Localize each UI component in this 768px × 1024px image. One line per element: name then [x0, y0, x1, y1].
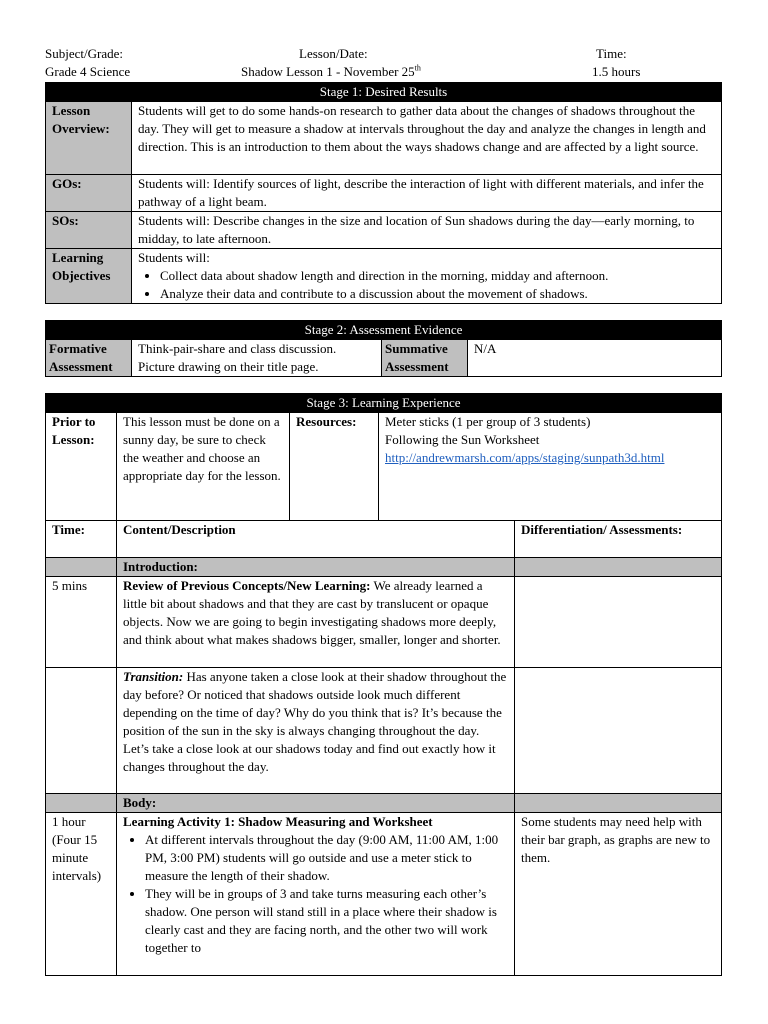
learning-objective-item: • Analyze their data and contribute to a discussion about the movement of shadows. [160, 285, 715, 303]
transition-text: Has anyone taken a close look at their shadow throughout the day before? Or noticed that shadows outside look much different depending on the time of day? Why do you think that is? It’s because the position of the sun in the sky is always changing throughout the day. Let’s take a close look at our shadows today and find out exactly how it changes throughout the day. [123, 669, 507, 774]
stage3-title: Stage 3: Learning Experience [46, 394, 722, 413]
gos-text: Students will: Identify sources of light, describe the interaction of light with different materials, and infer the pathway of a light beam. [132, 175, 722, 212]
lesson-overview-text: Students will get to do some hands-on research to gather data about the changes of shadows throughout the day. They will get to measure a shadow at intervals throughout the day and analyze the changes in length and direction. This is an introduction to them about the ways shadows change and are affected by a light source. [132, 102, 722, 175]
introduction-time-cell [46, 558, 117, 577]
lesson-overview-label: Lesson Overview: [46, 102, 132, 175]
formative-label: Formative Assessment [46, 340, 132, 377]
learning-objectives-list [138, 267, 715, 303]
lesson-date-text: Shadow Lesson 1 - November 25 [241, 64, 415, 79]
activity-item: • At different intervals throughout the day (9:00 AM, 11:00 AM, 1:00 PM, 3:00 PM) students will go outside and use a meter stick to measure the length of their shadow. [145, 831, 508, 885]
learning-objective-item: • Collect data about shadow length and direction in the morning, midday and afternoon. [160, 267, 715, 285]
body-time-cell [46, 794, 117, 813]
time-label: Time: [596, 46, 627, 61]
transition-title: Transition: [123, 669, 184, 684]
review-diff-cell [515, 577, 722, 668]
prior-to-lesson-text: This lesson must be done on a sunny day, be sure to check the weather and choose an appropriate day for the lesson. [117, 413, 290, 521]
transition-cell [117, 668, 515, 794]
differentiation-column-header: Differentiation/ Assessments: [515, 521, 722, 558]
body-diff: Some students may need help with their bar graph, as graphs are new to them. [515, 813, 722, 976]
resource-item: Meter sticks (1 per group of 3 students) [385, 414, 591, 429]
lesson-date-label: Lesson/Date: [299, 46, 368, 61]
activity-title: Learning Activity 1: Shadow Measuring and Worksheet [123, 814, 433, 829]
gos-label: GOs: [46, 175, 132, 212]
learning-objectives-label: Learning Objectives [46, 249, 132, 304]
resources-cell [379, 413, 722, 521]
sos-text: Students will: Describe changes in the size and location of Sun shadows during the day—early morning, to midday, to late afternoon. [132, 212, 722, 249]
review-cell [117, 577, 515, 668]
sos-label: SOs: [46, 212, 132, 249]
introduction-label: Introduction: [117, 558, 515, 577]
time-value: 1.5 hours [592, 64, 641, 79]
body-label: Body: [117, 794, 515, 813]
subject-label: Subject/Grade: [45, 46, 123, 61]
stage1-title: Stage 1: Desired Results [46, 83, 722, 102]
review-title: Review of Previous Concepts/New Learning: [123, 578, 371, 593]
subject-value: Grade 4 Science [45, 64, 131, 79]
learning-objectives-intro: Students will: [138, 250, 210, 265]
formative-line: Picture drawing on their title page. [138, 359, 319, 374]
sunpath-link[interactable]: http://andrewmarsh.com/apps/staging/sunpath3d.html [385, 450, 665, 465]
stage3-table [45, 393, 722, 976]
body-diff-header-cell [515, 794, 722, 813]
transition-diff-cell [515, 668, 722, 794]
transition-time-cell [46, 668, 117, 794]
lesson-header [45, 45, 721, 81]
formative-line: Think-pair-share and class discussion. [138, 341, 337, 356]
summative-value: N/A [468, 340, 722, 377]
activity-item: • They will be in groups of 3 and take turns measuring each other’s shadow. One person will stand still in a place where their shadow is clearly cast and they are facing north, and the other two will work together to [145, 885, 508, 957]
intro-time: 5 mins [46, 577, 117, 668]
resource-item: Following the Sun Worksheet [385, 432, 540, 447]
prior-to-lesson-label: Prior to Lesson: [46, 413, 117, 521]
time-column-header: Time: [46, 521, 117, 558]
body-time: 1 hour (Four 15 minute intervals) [46, 813, 117, 976]
resources-label: Resources: [290, 413, 379, 521]
review-text: We already learned a little bit about shadows and that they are cast by translucent or opaque objects. Now we are going to begin investigating shadows more deeply, and think about what makes shadows bigger, smaller, longer and shorter. [123, 578, 501, 647]
lesson-date-value [241, 63, 421, 81]
formative-cell [132, 340, 382, 377]
stage2-title: Stage 2: Assessment Evidence [46, 321, 722, 340]
stage2-table [45, 320, 722, 377]
activity-cell [117, 813, 515, 976]
introduction-diff-cell [515, 558, 722, 577]
lesson-date-suffix: th [414, 63, 421, 73]
summative-label: Summative Assessment [382, 340, 468, 377]
stage1-table [45, 82, 722, 304]
content-column-header: Content/Description [117, 521, 515, 558]
learning-objectives-cell [132, 249, 722, 304]
activity-list [123, 831, 508, 957]
